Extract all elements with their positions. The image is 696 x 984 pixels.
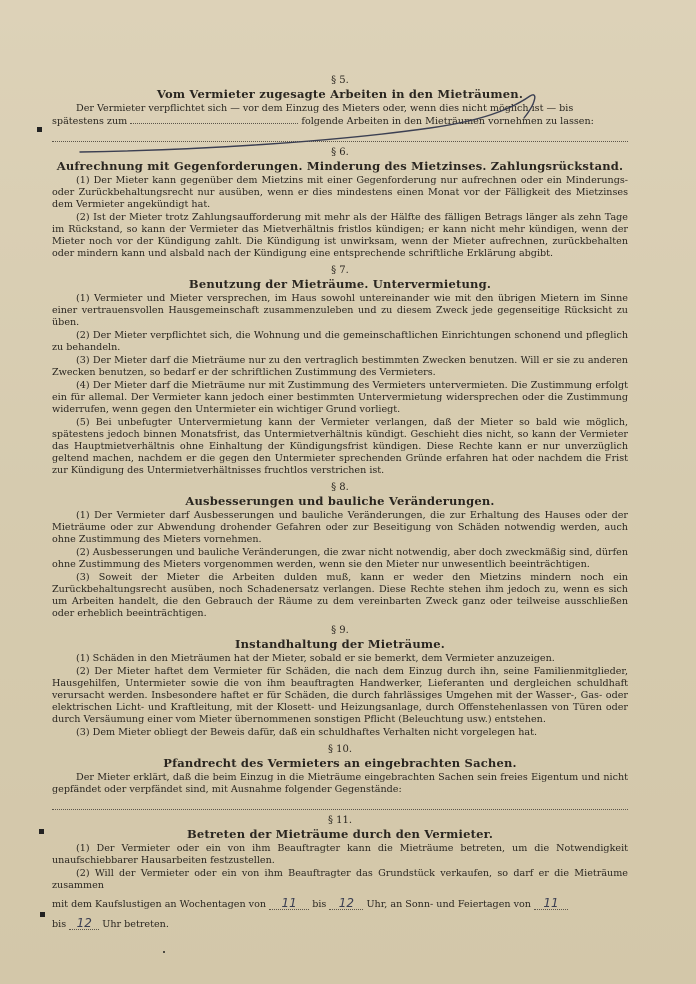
section-title: Vom Vermieter zugesagte Arbeiten in den Mieträumen. xyxy=(156,87,524,101)
paragraph: (1) Der Mieter kann gegenüber dem Mietzins mit einer Gegenforderung nur aufrechnen oder ein Minderungs- oder Zurückbehaltungsrecht nur ausüben, wenn er dies mindestens einen Monat vor der Fälligkeit des Mietzinses dem Vermieter angekündigt hat. xyxy=(52,175,628,210)
section-number: § 7. xyxy=(331,265,349,276)
paragraph: Der Mieter erklärt, daß die beim Einzug in die Mieträume eingebrachten Sachen sein freies Eigentum und nicht gepfändet oder verpfändet sind, mit Ausnahme folgender Gegenstände: xyxy=(52,772,628,795)
section-title: Betreten der Mieträume durch den Vermieter. xyxy=(186,827,494,841)
section-number: § 6. xyxy=(331,147,349,158)
paragraph: (4) Der Mieter darf die Mieträume nur mit Zustimmung des Vermieters untervermieten. Die Zustimmung erfolgt ein für allemal. Der Vermieter kann jedoch einer bestimmten Untervermietung widersprechen oder die Zustimmung widerrufen, wenn gegen den Untermieter ein wichtiger Grund vorliegt. xyxy=(52,380,628,415)
strike-line xyxy=(80,95,535,152)
paragraph: (1) Der Vermieter darf Ausbesserungen und bauliche Veränderungen, die zur Erhaltung des Hauses oder der Mieträume oder zur Abwendung drohender Gefahren oder zur Beseitigung von Schäden notwendig werden, auch ohne Zustimmung des Mieters vornehmen. xyxy=(52,510,628,545)
section-number: § 5. xyxy=(331,75,349,86)
section-number: § 10. xyxy=(327,744,353,755)
paragraph: (5) Bei unbefugter Untervermietung kann der Vermieter verlangen, daß der Mieter so bald wie möglich, spätestens jedoch binnen Monatsfrist, das Untermietverhältnis kündigt. Geschieht dies nicht, so kann der Vermieter das Hauptmietverhältnis ohne Einhaltung der Kündigungsfrist kündigen. Diese Rechte kann er nur unverzüglich geltend machen, nachdem er die gegen den Untermieter sprechenden Gründe erfahren hat oder nachdem die Frist zur Kündigung des Untermietverhältnisses fruchtlos verstrichen ist. xyxy=(52,417,628,476)
holiday-from-field[interactable]: 11 xyxy=(534,897,568,910)
section-title: Instandhaltung der Mieträume. xyxy=(235,637,445,651)
section-number: § 11. xyxy=(327,815,353,826)
paragraph: (2) Der Mieter verpflichtet sich, die Wohnung und die gemeinschaftlichen Einrichtungen schonend und pfleglich zu behandeln. xyxy=(52,330,628,353)
section-number: § 9. xyxy=(331,625,349,636)
paragraph: (2) Will der Vermieter oder ein von ihm Beauftragter das Grundstück verkaufen, so darf er die Mieträume zusammen xyxy=(52,868,628,891)
label: mit dem Kaufslustigen an Wochentagen von xyxy=(52,899,267,910)
label: Uhr betreten. xyxy=(102,919,169,930)
paragraph: (3) Dem Mieter obliegt der Beweis dafür, daß ein schuldhaftes Verhalten nicht vorgelegen hat. xyxy=(76,727,538,738)
section-title: Pfandrecht des Vermieters an eingebrachten Sachen. xyxy=(163,756,517,770)
paragraph: (3) Soweit der Mieter die Arbeiten dulden muß, kann er weder den Mietzins mindern noch ein Zurückbehaltungsrecht ausüben, noch Schadenersatz verlangen. Diese Rechte stehen ihm jedoch zu, wenn es sich um Arbeiten handelt, die den Gebrauch der Räume zu dem vereinbarten Zweck ganz oder teilweise ausschließen oder erheblich beeinträchtigen. xyxy=(52,572,628,619)
holiday-to-field[interactable]: 12 xyxy=(69,917,99,930)
section-number: § 8. xyxy=(331,482,349,493)
label: Uhr, an Sonn- und Feiertagen von xyxy=(366,899,531,910)
section-title: Aufrechnung mit Gegenforderungen. Minderung des Mietzinses. Zahlungsrückstand. xyxy=(56,159,624,173)
weekday-from-field[interactable]: 11 xyxy=(269,897,309,910)
paragraph: (1) Der Vermieter oder ein von ihm Beauftragter kann die Mieträume betreten, um die Notwendigkeit unaufschiebbarer Hausarbeiten festzustellen. xyxy=(52,843,628,866)
paragraph: (2) Der Mieter haftet dem Vermieter für Schäden, die nach dem Einzug durch ihn, seine Familienmitglieder, Hausgehilfen, Untermieter sowie die von ihm beauftragten Handwerker, Lieferanten und dergleichen schuldhaft verursacht werden. Insbesondere haftet er für Schäden, die durch fahrlässiges Umgehen mit der Wasser-, Gas- oder elektrischen Licht- und Kraftleitung, mit der Klosett- und Heizungsanlage, durch Offenstehenlassen von Türen oder durch Versäumung einer vom Mieter übernommenen sonstigen Pflicht (Beleuchtung usw.) entstehen. xyxy=(52,666,628,725)
label: spätestens zum xyxy=(52,116,128,127)
paragraph: (1) Schäden in den Mieträumen hat der Mieter, sobald er sie bemerkt, dem Vermieter anzuzeigen. xyxy=(76,653,555,664)
paragraph: (2) Ist der Mieter trotz Zahlungsaufforderung mit mehr als der Hälfte des fälligen Betrags länger als zehn Tage im Rückstand, so kann der Vermieter das Mietverhältnis fristlos kündigen; er kann nicht mehr kündigen, wenn der Mieter noch vor der Kündigung zahlt. Die Kündigung ist unwirksam, wenn der Mieter aufrechnen, zurückbehalten oder mindern kann und alsbald nach der Kündigung eine entsprechende schriftliche Erklärung abgibt. xyxy=(52,212,628,259)
paragraph: Der Vermieter verpflichtet sich — vor dem Einzug des Mieters oder, wenn dies nicht möglich ist — bis xyxy=(76,103,574,114)
weekday-to-field[interactable]: 12 xyxy=(329,897,363,910)
label: bis xyxy=(52,919,67,930)
paragraph: (3) Der Mieter darf die Mieträume nur zu den vertraglich bestimmten Zwecken benutzen. Will er sie zu anderen Zwecken benutzen, so bedarf er der schriftlichen Zustimmung des Vermieters. xyxy=(52,355,628,378)
section-title: Ausbesserungen und bauliche Veränderungen. xyxy=(185,494,495,508)
label: bis xyxy=(312,899,327,910)
paragraph: (2) Ausbesserungen und bauliche Veränderungen, die zwar nicht notwendig, aber doch zweckmäßig sind, dürfen ohne Zustimmung des Mieters vorgenommen werden, wenn sie den Mieter nur unwesentlich beeinträchtigen. xyxy=(52,547,628,570)
paragraph: (1) Vermieter und Mieter versprechen, im Haus sowohl untereinander wie mit den übrigen Mietern im Sinne einer vertrauensvollen Hausgemeinschaft zusammenzuleben und zu diesem Zweck jede gegenseitige Rücksicht zu üben. xyxy=(52,293,628,328)
label: folgende Arbeiten in den Mieträumen vornehmen zu lassen: xyxy=(301,116,594,127)
section-title: Benutzung der Mieträume. Untervermietung. xyxy=(188,277,492,291)
